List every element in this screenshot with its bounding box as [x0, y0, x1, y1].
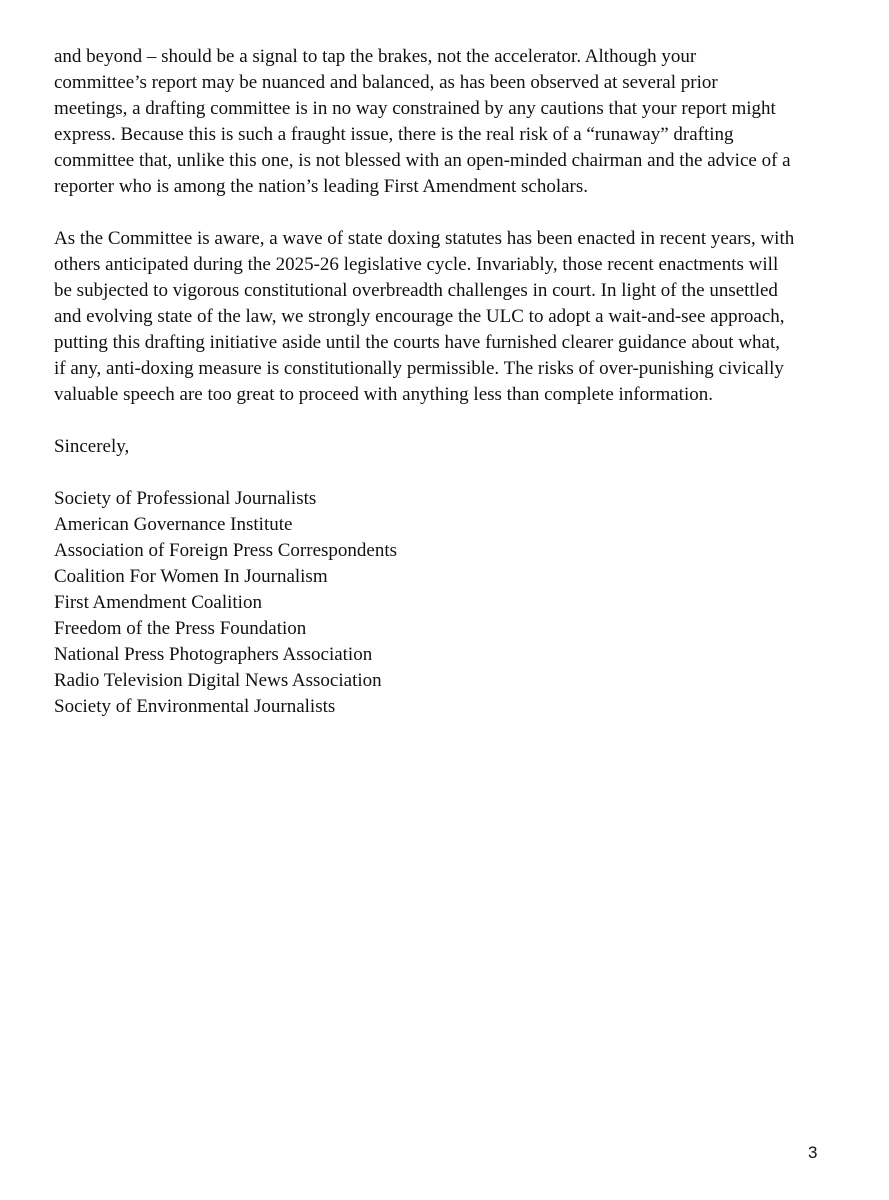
paragraph-line: putting this drafting initiative aside until the courts have furnished clearer guidance about what, [54, 332, 781, 353]
paragraph-line: if any, anti-doxing measure is constitutionally permissible. The risks of over-punishing civically [54, 358, 784, 379]
paragraph-line: As the Committee is aware, a wave of state doxing statutes has been enacted in recent years, with [54, 228, 795, 249]
closing-salutation: Sincerely, [54, 436, 130, 457]
paragraph-line: express. Because this is such a fraught issue, there is the real risk of a “runaway” drafting [54, 124, 734, 145]
paragraph-line: committee’s report may be nuanced and balanced, as has been observed at several prior [54, 72, 718, 93]
signatory-item: American Governance Institute [54, 514, 293, 535]
signatory-item: Association of Foreign Press Correspondents [54, 540, 398, 561]
paragraph-line: committee that, unlike this one, is not blessed with an open-minded chairman and the advice of a [54, 150, 791, 171]
paragraph-line: others anticipated during the 2025-26 legislative cycle. Invariably, those recent enactments will [54, 254, 779, 275]
signatory-item: Radio Television Digital News Association [54, 670, 382, 691]
paragraph-line: be subjected to vigorous constitutional overbreadth challenges in court. In light of the unsettled [54, 280, 778, 301]
paragraph-line: and evolving state of the law, we strongly encourage the ULC to adopt a wait-and-see approach, [54, 306, 785, 327]
page-number: 3 [808, 1143, 818, 1162]
signatory-item: Coalition For Women In Journalism [54, 566, 328, 587]
paragraph-line: meetings, a drafting committee is in no way constrained by any cautions that your report might [54, 98, 776, 119]
signatory-item: National Press Photographers Association [54, 644, 373, 665]
signatory-item: Society of Professional Journalists [54, 488, 317, 509]
signatory-item: Freedom of the Press Foundation [54, 618, 307, 639]
paragraph-line: valuable speech are too great to proceed with anything less than complete information. [54, 384, 713, 405]
paragraph-line: and beyond – should be a signal to tap the brakes, not the accelerator. Although your [54, 46, 697, 67]
signatory-item: Society of Environmental Journalists [54, 696, 336, 717]
signatory-item: First Amendment Coalition [54, 592, 262, 613]
paragraph-line: reporter who is among the nation’s leading First Amendment scholars. [54, 176, 589, 197]
